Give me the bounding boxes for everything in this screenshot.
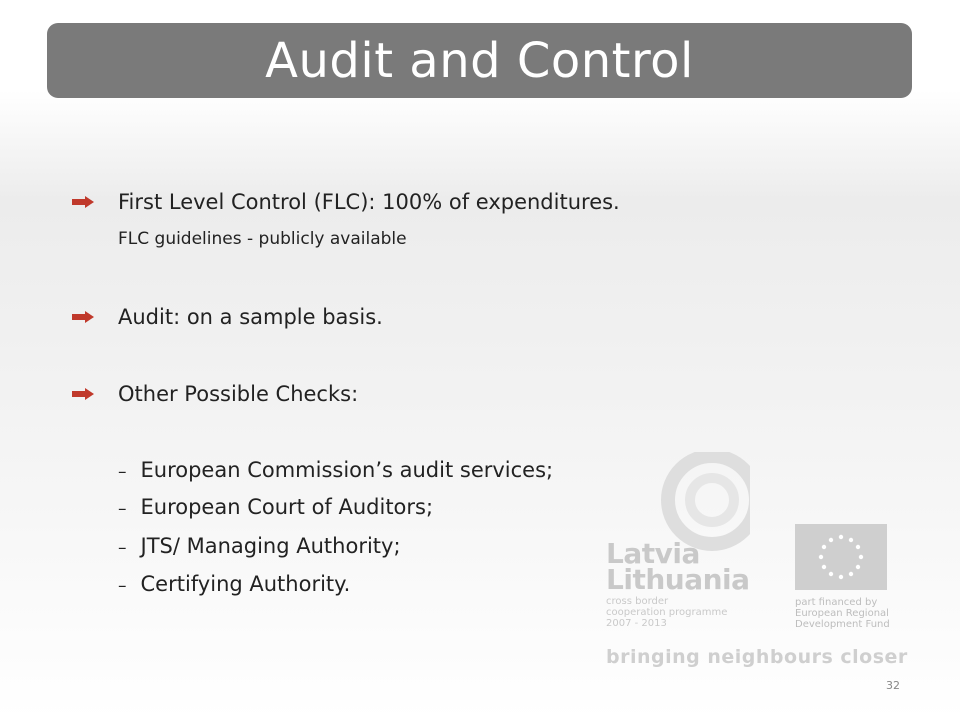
programme-logo — [600, 452, 910, 672]
title-bar — [47, 23, 912, 98]
page-number: 32 — [886, 679, 900, 692]
logo-line: cooperation programme — [606, 607, 728, 618]
check-item-text: Certifying Authority. — [140, 572, 351, 596]
check-item — [118, 534, 401, 558]
bullet-text: Audit: on a sample basis. — [118, 305, 383, 329]
eu-funding-caption — [795, 597, 890, 630]
eu-flag-icon — [795, 524, 887, 590]
bullet-item — [72, 305, 383, 329]
logo-subtitle — [606, 596, 727, 629]
bullet-text: Other Possible Checks: — [118, 382, 359, 406]
check-item-text: JTS/ Managing Authority; — [140, 534, 401, 558]
arrow-bullet-icon — [72, 311, 94, 323]
dash-marker: – — [118, 499, 127, 519]
dash-marker: – — [118, 538, 127, 558]
slide-title: Audit and Control — [265, 32, 694, 89]
arrow-bullet-icon — [72, 196, 94, 208]
logo-latvia-text: Latvia — [606, 537, 700, 570]
eu-caption-line: Development Fund — [795, 619, 890, 630]
arrow-bullet-icon — [72, 388, 94, 400]
dash-marker: – — [118, 462, 127, 482]
bullet-text: First Level Control (FLC): 100% of expenditures. — [118, 190, 620, 214]
logo-line: cross border — [606, 596, 669, 607]
eu-caption-line: European Regional — [795, 608, 889, 619]
bullet-item — [72, 382, 358, 406]
flc-guidelines-note: FLC guidelines - publicly available — [118, 229, 407, 249]
check-item — [118, 572, 350, 596]
check-item — [118, 458, 553, 482]
check-item-text: European Commission’s audit services; — [140, 458, 554, 482]
check-item — [118, 495, 433, 519]
check-item-text: European Court of Auditors; — [140, 495, 434, 519]
tagline: bringing neighbours closer — [606, 646, 908, 668]
dash-marker: – — [118, 576, 127, 596]
eu-caption-line: part financed by — [795, 597, 878, 608]
logo-lithuania-text: Lithuania — [606, 563, 750, 596]
bullet-item — [72, 190, 620, 214]
logo-line: 2007 - 2013 — [606, 618, 667, 629]
